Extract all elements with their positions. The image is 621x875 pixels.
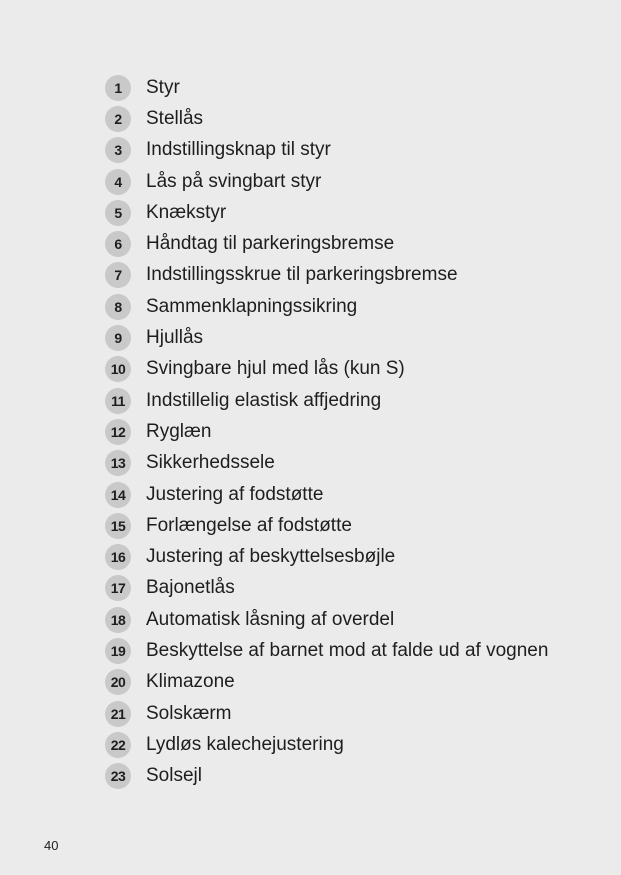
part-label: Forlængelse af fodstøtte <box>146 514 352 536</box>
parts-list-item <box>105 416 548 447</box>
item-number-badge: 16 <box>105 544 131 570</box>
part-label: Klimazone <box>146 671 235 693</box>
item-number-badge: 13 <box>105 450 131 476</box>
item-number-badge: 12 <box>105 419 131 445</box>
item-number-badge: 23 <box>105 763 131 789</box>
item-number-badge: 11 <box>105 388 131 414</box>
item-number-badge: 3 <box>105 137 131 163</box>
part-label: Håndtag til parkeringsbremse <box>146 233 395 255</box>
parts-list-item <box>105 322 548 353</box>
part-label: Knækstyr <box>146 201 227 223</box>
item-number-badge: 10 <box>105 356 131 382</box>
parts-list-item <box>105 135 548 166</box>
part-label: Automatisk låsning af overdel <box>146 608 395 630</box>
part-label: Indstillelig elastisk affjedring <box>146 389 382 411</box>
parts-list-item <box>105 166 548 197</box>
parts-list-item <box>105 604 548 635</box>
part-label: Sikkerhedssele <box>146 452 275 474</box>
part-label: Styr <box>146 76 180 98</box>
item-number-badge: 17 <box>105 575 131 601</box>
parts-list-item <box>105 479 548 510</box>
parts-list-item <box>105 573 548 604</box>
parts-list-item <box>105 291 548 322</box>
item-number-badge: 21 <box>105 701 131 727</box>
part-label: Justering af fodstøtte <box>146 483 324 505</box>
item-number-badge: 9 <box>105 325 131 351</box>
parts-list-item <box>105 260 548 291</box>
parts-list-item <box>105 510 548 541</box>
item-number-badge: 8 <box>105 294 131 320</box>
parts-list-item <box>105 197 548 228</box>
part-label: Indstillingsknap til styr <box>146 139 331 161</box>
parts-list <box>105 72 548 792</box>
part-label: Hjullås <box>146 327 204 349</box>
parts-list-item <box>105 72 548 103</box>
part-label: Lydløs kalechejustering <box>146 733 344 755</box>
part-label: Sammenklapningssikring <box>146 295 358 317</box>
item-number-badge: 2 <box>105 106 131 132</box>
page-number: 40 <box>44 838 59 853</box>
parts-list-item <box>105 354 548 385</box>
part-label: Solskærm <box>146 702 232 724</box>
parts-list-item <box>105 103 548 134</box>
part-label: Lås på svingbart styr <box>146 170 322 192</box>
item-number-badge: 7 <box>105 262 131 288</box>
item-number-badge: 15 <box>105 513 131 539</box>
part-label: Ryglæn <box>146 420 212 442</box>
item-number-badge: 14 <box>105 482 131 508</box>
item-number-badge: 19 <box>105 638 131 664</box>
item-number-badge: 4 <box>105 169 131 195</box>
part-label: Svingbare hjul med lås (kun S) <box>146 358 405 380</box>
parts-list-item <box>105 635 548 666</box>
parts-list-item <box>105 385 548 416</box>
part-label: Bajonetlås <box>146 577 235 599</box>
parts-list-item <box>105 448 548 479</box>
parts-list-item <box>105 667 548 698</box>
part-label: Indstillingsskrue til parkeringsbremse <box>146 264 458 286</box>
parts-list-item <box>105 698 548 729</box>
part-label: Stellås <box>146 107 204 129</box>
item-number-badge: 5 <box>105 200 131 226</box>
item-number-badge: 20 <box>105 669 131 695</box>
item-number-badge: 1 <box>105 75 131 101</box>
item-number-badge: 22 <box>105 732 131 758</box>
part-label: Solsejl <box>146 765 202 787</box>
item-number-badge: 6 <box>105 231 131 257</box>
item-number-badge: 18 <box>105 607 131 633</box>
parts-list-item <box>105 729 548 760</box>
parts-list-item <box>105 761 548 792</box>
parts-list-item <box>105 541 548 572</box>
parts-list-item <box>105 228 548 259</box>
part-label: Justering af beskyttelsesbøjle <box>146 546 396 568</box>
part-label: Beskyttelse af barnet mod at falde ud af vognen <box>146 639 549 661</box>
